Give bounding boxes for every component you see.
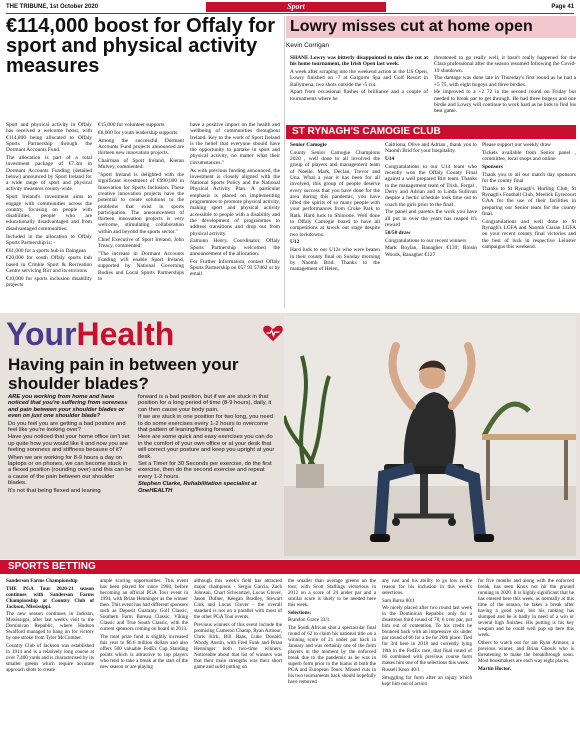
paragraph: THE PGA Tour 2020-21 season continues with Sanderson Farms Championship at Country Club of Jackson, Mississippi. [6, 585, 94, 610]
paragraph: €20,000 for south Offaly sports hub based in Crinkle Sport & Recreation Centre servicing Birr and its environs [6, 255, 92, 275]
paragraph: forward is a bad position, but if we are stuck in that position for a long period of time (8-9 hours), daily, it can then cause your body pain. [138, 394, 272, 413]
paragraph: Do you feel you are getting a bad posture and feel like you're looking over? [8, 420, 126, 434]
paragraph: Chief Executive of Sport Ireland, John Treacy, commented: [98, 236, 184, 249]
yourhealth-col-2 [138, 394, 278, 554]
paragraph: Set a Timer for 30 Seconds per exercise, do the first exercise, then do the second exercise and repeat every 1-2 hours. [138, 461, 272, 480]
paragraph: SHANE Lowry was bitterly disappointed to miss the cut at his home tournament, the Irish Open last week. [290, 55, 428, 68]
betting-col-1 [6, 578, 94, 730]
paragraph: Struggling for form after an injury which kept him out of action [382, 674, 472, 687]
paragraph: although this week's field has attracted major champions - Sergio Garcia, Zach Johnson, Charl Schwartzel, Lucas Glover, Jason Dufner, Keegan Bradley, Stewart Cink and Lucas Glover - the overall standard is not on a parallel with most of the other PGA Tour events. [194, 578, 282, 621]
header-rule [6, 13, 574, 14]
paragraph: Congratulations and well done to St Rynagh's LGFA and Naomh Ciaran LGFA on your recent county final victories and the best of luck in respective Leinster campaigns this weekend. [482, 218, 576, 250]
paragraph: Here are some quick and easy exercises you can do in the comfort of your own office or at your desk that will correct your posture and keep you upright at your desk. [138, 434, 275, 460]
paragraph: Hard luck to our U12s who were beaten in their county final on Sunday morning by Naomh Brid. Thanks to the management of Helen, [290, 247, 380, 273]
subhead: Sanderson Farms Championship [6, 578, 78, 584]
paragraph: If we are stuck in one position for two long, you need to do some exercises every 1-2 hours to overcome that pattern of leaning/flexing forward. [138, 414, 274, 434]
paragraph: When we are working for 8-9 hours a day on laptops or on phones, we can become stuck in a flexed position (rounding over) and this can be a cause of the pain between our shoulder blades. [8, 454, 132, 487]
section-label: Sport [206, 2, 386, 12]
paragraph: Included in the allocation to Offaly Sports Partnership is: - [6, 233, 92, 246]
column-divider [284, 16, 285, 308]
subhead: Brandon Grace 33/1 [288, 617, 330, 624]
logo-your: Your [6, 316, 77, 352]
subhead: 50/50 draw [385, 229, 411, 236]
betting-band: SPORTS BETTING [0, 560, 580, 574]
paragraph: €10,000 for sports inclusion disability projects [6, 275, 92, 289]
boost-col-1 [6, 122, 92, 308]
paragraph: Have you noticed that your home office isn't set up quite how you would like it and now you are feeling soreness and stiffness because of it? [8, 434, 130, 454]
subhead: Senior Camogie [290, 142, 327, 148]
paragraph: Mark Boylan, Banagher €139; Roisin Woods, Banagher €127 [385, 245, 477, 258]
subhead: Russell Knox 40/1 [382, 667, 420, 674]
paragraph: €8,000 for youth leadership supports [98, 129, 178, 136]
subhead: U14 [385, 156, 395, 163]
issue-date: THE TRIBUNE, 1st October 2020 [6, 4, 99, 10]
paragraph: ample scoring opportunities. This event has been played for since 1968, before becoming an official PGA Tour event in 1994, with Brian Henninger as the winner then. This event has had different sponsors such as Deposit Guaranty Golf Classic, Southern Farm Bureau Classic, Viking Classic and True South Classic, with the current sponsors coming on board in 2013. [100, 578, 188, 633]
paragraph: the smaller than average greens on the tour, with Scott Stallings victorious in 2012 on a score of 24 under par and a similar score is likely to be needed here this week. [288, 578, 376, 609]
boost-headline: €114,000 boost for Offaly for sport and physical activity measures [6, 15, 275, 77]
paragraph: Congratulations to our U14 team who recently won the Offaly County Final against a well prepared Birr team. Thanks to the management team of Trish, Fergal , Derry and Adrian and to Linda Sullivan despite a hectic schedule took time out to coach the girls prior to the final . [385, 163, 477, 208]
paragraph: Thank you to all our match day sponsors for the county final [482, 171, 576, 184]
paragraph: Chairman of Sport Ireland, Kieran Mulvey, commented: [98, 157, 184, 171]
paragraph: €15,000 for volunteer supports [98, 122, 165, 128]
lowry-byline: Kevin Corrigan [286, 42, 329, 49]
boost-col-2 [98, 122, 184, 308]
paragraph: Among the successful Dormant Accounts Fund projects announced are thirteen new innovation projects. [98, 137, 184, 157]
paragraph: The panel and parents the work you have all put in over the years has reaped it's reward [385, 209, 477, 229]
betting-col-2 [100, 578, 188, 730]
paragraph: have a positive impact on the health and wellbeing of communities throughout Ireland. Key to the work of Sport Ireland is the belief that everyone should have the opportunity to partake in sport and physical activity, no matter what their circumstances." [190, 122, 280, 166]
paragraph: The total prize fund is slightly increased this year to $6.6 million dollars and also offers 500 valuable FedEx Cup Standing points which is attractive to top players who tend to take a break at the start of the new season or are playing [100, 633, 188, 671]
paragraph: "Sport Ireland is delighted with the significant investment of €990,000 in Innovation for Sports Inclusion. These creative innovation projects have the potential to create solutions to the problems that exist in sports participation. The announcement of thirteen innovation projects is very welcome, stimulating collaboration within and beyond the sports sector." [98, 172, 184, 235]
paragraph: Please support our weekly draw [482, 142, 551, 148]
camogie-col-1 [290, 142, 380, 308]
lowry-col-1 [290, 55, 428, 123]
paragraph: Country Club of Jackson was established in 1914 and is a relatively long course at over 7,400 yards and is characterised by its smaller greens which require accurate approach shots to create [6, 642, 94, 674]
paragraph: Thanks to St Rynagh's Hurling Club, St Rynagh's Football Club, Meelick Eyrecourt GAA for the use of their facilities in preparing our Senior team for the county final. [482, 185, 576, 217]
paragraph: Sport and physical activity in Offaly has received a welcome boost, with €114,800 being allocated to Offaly Sports Partnership through the Dormant Accounts Fund. [6, 122, 92, 154]
betting-col-4 [288, 578, 376, 730]
paragraph: The damage was done late in Thursday's first round as he had a +5 75, with eight bogeys and three birdies. [434, 75, 576, 88]
paragraph: For Further Information, contact Offaly Sports Partnership on 057 93 57462 or by email [190, 258, 280, 278]
author-signature: Stephen Clarke, Rehabilitation specialist at OneHEALTH [138, 481, 257, 494]
boost-col-3 [190, 122, 280, 308]
lead-paragraph: ARE you working from home and have noticed that you're suffering from soreness and pain between your shoulder blades or even on just one shoulder blade? [8, 394, 128, 420]
lowry-headline: Lowry misses cut at home open [286, 16, 576, 38]
exercise-photo [284, 316, 576, 556]
paragraph: As with previous funding announced, the investment is closely aligned with the National Sports Policy and the National Physical Activity Plan. A particular emphasis is placed on implementing programmes to promote physical activity, making sport and physical activity accessible to people with a disability and the development of programmes to address transitions and drop out from physical activity. [190, 167, 280, 237]
author-signature: Martin Hoctor. [478, 665, 511, 672]
paragraph: We nicely placed after two round last week in the Dominican Republic only for a disastrous third round of 78, 6 over par, put him out of contention. To his credit he bounced back with an impressive six under par round of 66 for a tie for 26th place. Tied for 3rd here in 2018 and currently lying 18th in the FedEx race, that final round of 66 combined with previous course form makes him one of the selections this week. [382, 605, 472, 666]
paragraph: Tickets available from Senior panel , committee, local shops and online [482, 149, 576, 163]
paragraph: threatened to go really well, it hasn't really happened for the Clara professional after the season resumed following the Covid-19 shutdown. [434, 55, 576, 74]
page-number: Page 41 [551, 4, 574, 10]
betting-col-6 [478, 578, 574, 730]
yourhealth-col-1 [8, 394, 132, 554]
logo-health: Health [76, 316, 175, 352]
page-header [6, 2, 574, 12]
paragraph: County Senior Camogie Champions 2020 , well done to all involved the group of players and management team of Noelle, Mark, Declan, Trevor and Una. What a year it has been for all involved, this group of people deserve every success that you have done for the area during this pandemic, you have lifted the spirits of so many people with your performances from Croke Park to Rath. Hard luck to Shinrone. Well done to Offaly Camogie board to have all competitions at knock out stage despite two lockdowns. [290, 149, 380, 238]
paragraph: The allocation is part of a total investment package of €7.3m in Dormant Accounts Funding (detailed below) announced by Sport Ireland for a wide range of sport and physical activity measures county-wide. [6, 154, 92, 193]
subhead: Selections: [288, 609, 312, 616]
betting-col-3 [194, 578, 282, 730]
paragraph: The South African shot a spectacular final round of 62 to claim his national title on a winning score of 21 under par back in January and was certainly one of the form players in the moment by the enforced break due to the pandemic as he was in superb form prior to the hiatus in both the PGA and European Tours. Missed cuts in his two tournaments back should hopefully have removed [288, 624, 376, 686]
camogie-col-2 [385, 142, 477, 308]
subhead: Sam Burns 80/1 [382, 597, 415, 604]
camogie-band: ST RYNAGH'S CAMOGIE CLUB [286, 125, 576, 139]
heart-icon [262, 322, 284, 344]
paragraph: Sport Ireland's investment aims to engage with communities across the country, focusing on people with disabilities, people who are educationally disadvantaged and from disadvantaged communities. [6, 194, 92, 232]
paragraph: €61,000 for a sports hub in Daingean [6, 247, 87, 254]
paragraph: Caitriona, Olive and Adrian , thank you to Naomh Brid for your hospitality. [385, 142, 477, 155]
subhead: U12 [290, 239, 300, 246]
paragraph: for five months and along with the enforced break, has seen Knox not hit the ground running in 2020. It is highly significant that he has entered here this week, as normally at this time of the season, he takes a break after having a good year, but his ranking has slumped and he is badly in need of a win or several high finishes. His putting is his key weapon and he could well pop up here this week. [478, 578, 574, 639]
yourhealth-logo [6, 317, 174, 351]
paragraph: Apart from occasional flashes of brilliance and a couple of tournaments where he [290, 89, 428, 102]
paragraph: He improved to a +2 72 in the second round on Friday but needed to break par to get through. He had three bogeys and one birdie and Lowry will continue to work hard as he bids to find his best game. [434, 89, 576, 115]
paragraph: It's not that being flexed and leaning [8, 487, 101, 494]
paragraph: Previous winners of this event include the promising Cameron Champ, Ryan Armour, Chris Kirk, Bill Haas, Luke Donald, Woody Austin, with Fred Funk and Brian Henninger both two-time winners. Noticeable about that list of winners was that their main strengths was their short game and solid putting on [194, 621, 282, 671]
camogie-col-3 [482, 142, 576, 308]
paragraph: A week after scraping into the weekend action at the US Open, Lowry finished on -7 at Galgorm Spa and Golf Resort in Ballymena, two shots outside the -5 cut. [290, 69, 428, 88]
paragraph: "The increase in Dormant Accounts Funding will enable Sport Ireland, supported by National Governing Bodies and Local Sports Partnerships to [98, 250, 184, 282]
betting-col-5 [382, 578, 472, 730]
paragraph: Others to watch out for are Ryan Armour, a previous winner, and Brian Ghouls who is threatening to make the breakthrough soon. Most bookmakers are each way eight places. [478, 639, 574, 665]
paragraph: Congratulations to our recent winners [385, 237, 467, 244]
paragraph: any rust and his ability to go low is the reason for his inclusion in this week's selections. [382, 578, 472, 597]
yourhealth-headline: Having pain in between your shoulder blades? [8, 355, 239, 393]
lowry-col-2 [434, 55, 576, 123]
paragraph: The new season continues in Jackson, Mississippi, after last week's visit to the Dominican Republic, where Hudson Swafford managed to hang on for victory by one stroke from Tyler McCumber. [6, 611, 94, 642]
subhead: Sponsors [482, 163, 503, 170]
paragraph: Eamonn Henry, Coordinator, Offaly Sports Partnership welcomed the announcement of the allocation: [190, 238, 280, 257]
